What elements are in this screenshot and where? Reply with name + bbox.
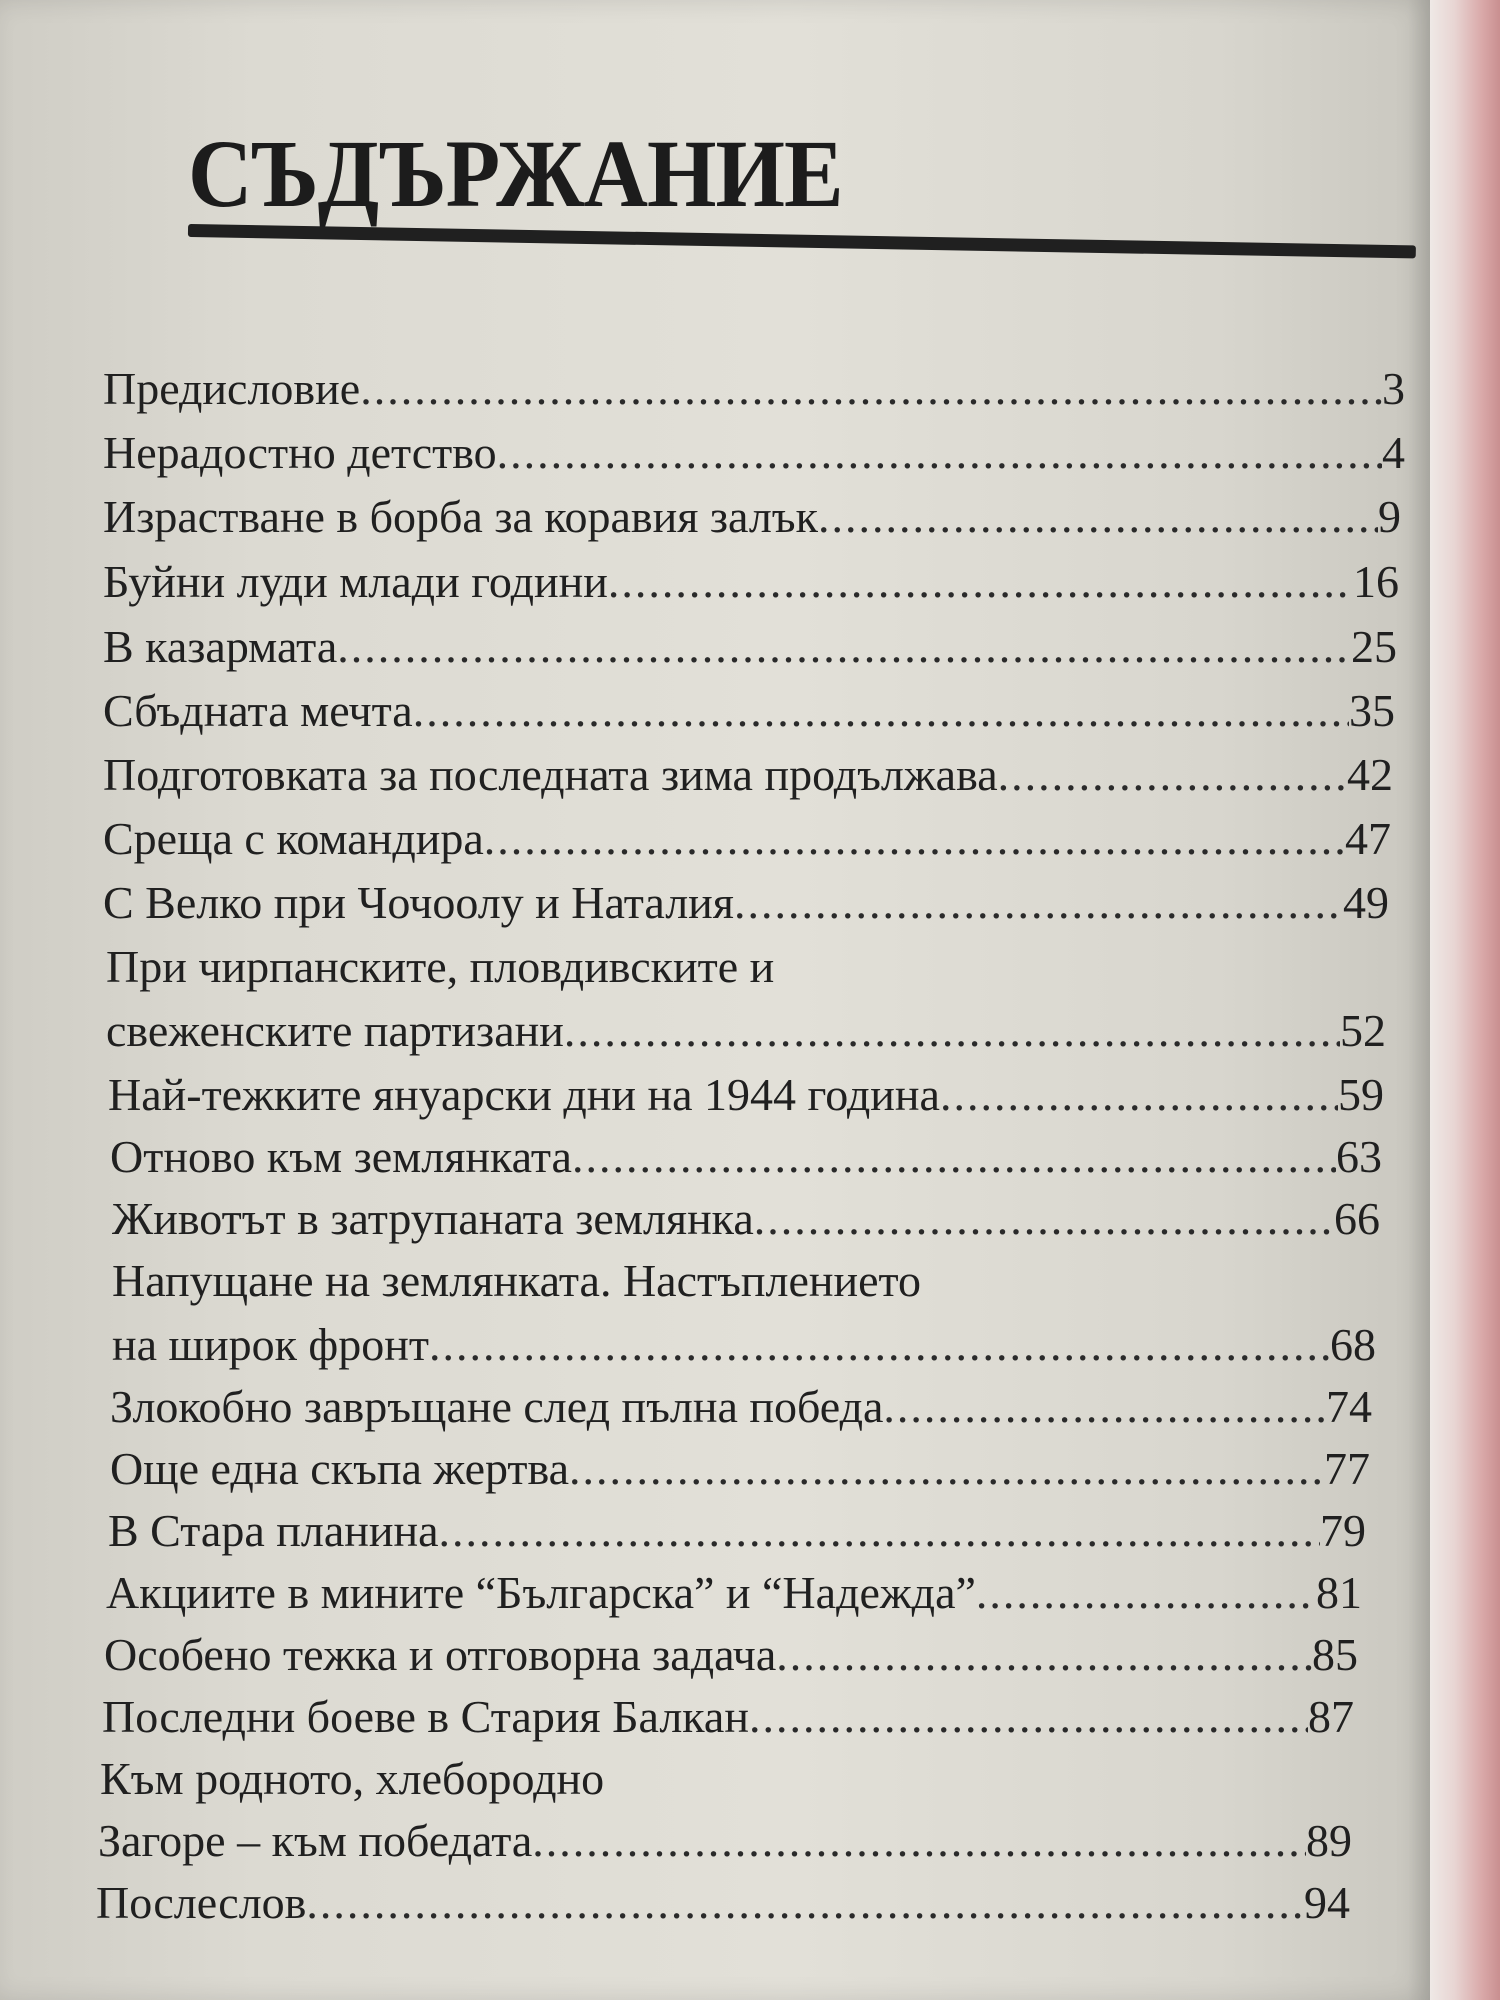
dot-leader <box>940 1068 1338 1121</box>
toc-entry-page: 68 <box>1330 1319 1376 1370</box>
toc-entry <box>103 748 1393 801</box>
toc-entry-page: 47 <box>1345 813 1391 864</box>
toc-entry-page: 3 <box>1382 363 1405 414</box>
toc-entry-title: С Велко при Чочоолу и Наталия <box>103 877 734 928</box>
dot-leader <box>564 1004 1340 1057</box>
toc-entry-title: Буйни луди млади години <box>103 556 608 607</box>
toc-entry-title: Предисловие <box>103 363 361 414</box>
toc-entry-title: свеженските партизани <box>106 1005 564 1056</box>
toc-entry <box>103 812 1391 865</box>
toc-entry-title: Подготовката за последната зима продължава <box>103 749 998 800</box>
toc-entry-page: 79 <box>1320 1505 1366 1556</box>
toc-entry-title: Сбъдната мечта <box>103 685 413 736</box>
toc-entry <box>103 490 1401 543</box>
toc-entry-title-line1: Напущане на землянката. Настъплението <box>112 1255 922 1306</box>
toc-entry-title: В казармата <box>103 621 338 672</box>
toc-entry <box>104 1628 1358 1681</box>
toc-entry <box>106 1004 1386 1057</box>
toc-entry <box>103 555 1399 608</box>
toc-entry-title: Злокобно завръщане след пълна победа <box>110 1381 884 1432</box>
dot-leader <box>532 1814 1306 1867</box>
toc-entry-title: Послеслов <box>96 1877 307 1928</box>
dot-leader <box>749 1690 1308 1743</box>
toc-entry-page: 52 <box>1340 1005 1386 1056</box>
toc-entry-title: Среща с командира <box>103 813 484 864</box>
toc-entry <box>106 1566 1362 1619</box>
toc-entry <box>108 1068 1384 1121</box>
toc-entry-title: Нерадостно детство <box>103 427 497 478</box>
dot-leader <box>818 490 1378 543</box>
toc-entry <box>103 684 1395 737</box>
toc-entry-title: Акциите в мините “Българска” и “Надежда” <box>106 1567 976 1618</box>
dot-leader <box>439 1504 1320 1557</box>
toc-entry-title: Особено тежка и отговорна задача <box>104 1629 777 1680</box>
toc-entry-title: Отново към землянката <box>110 1131 572 1182</box>
dot-leader <box>734 876 1343 929</box>
toc-entry-page: 89 <box>1306 1815 1352 1866</box>
dot-leader <box>337 620 1351 673</box>
toc-entry-page: 94 <box>1304 1877 1350 1928</box>
toc-entry-page: 85 <box>1312 1629 1358 1680</box>
toc-entry-title: Животът в затрупаната землянка <box>112 1193 754 1244</box>
toc-entry-title: Израстване в борба за коравия залък <box>103 491 818 542</box>
contents-heading: СЪДЪРЖАНИЕ <box>188 120 843 227</box>
toc-entry-title: Още една скъпа жертва <box>110 1443 570 1494</box>
dot-leader <box>484 812 1345 865</box>
toc-entry-page: 4 <box>1382 427 1405 478</box>
dot-leader <box>497 426 1382 479</box>
next-page-edge <box>1430 0 1500 2000</box>
toc-entry-page: 59 <box>1338 1069 1384 1120</box>
toc-entry-title: Последни боеве в Стария Балкан <box>102 1691 749 1742</box>
toc-entry <box>103 620 1397 673</box>
dot-leader <box>572 1130 1336 1183</box>
dot-leader <box>976 1566 1316 1619</box>
toc-entry-page: 74 <box>1326 1381 1372 1432</box>
dot-leader <box>754 1192 1334 1245</box>
toc-entry-title-line1: При чирпанските, пловдивските и <box>106 941 775 992</box>
toc-entry <box>103 362 1405 415</box>
toc-entry-page: 9 <box>1378 491 1401 542</box>
toc-entry-title: Най-тежките януарски дни на 1944 година <box>108 1069 940 1120</box>
toc-entry <box>110 1380 1372 1433</box>
dot-leader <box>569 1442 1324 1495</box>
toc-entry-page: 66 <box>1334 1193 1380 1244</box>
toc-entry <box>98 1814 1352 1867</box>
toc-entry-title: В Стара планина <box>108 1505 439 1556</box>
toc-entry <box>110 1442 1370 1495</box>
toc-entry-title: на широк фронт <box>112 1319 429 1370</box>
dot-leader <box>608 555 1353 608</box>
dot-leader <box>776 1628 1312 1681</box>
toc-entry <box>96 1876 1350 1929</box>
toc-entry <box>103 426 1405 479</box>
toc-entry <box>103 876 1389 929</box>
dot-leader <box>360 362 1382 415</box>
dot-leader <box>883 1380 1326 1433</box>
toc-entry-page: 87 <box>1308 1691 1354 1742</box>
toc-entry-page: 25 <box>1351 621 1397 672</box>
toc-entry-title: Загоре – към победата <box>98 1815 533 1866</box>
toc-entry-title-line1: Към родното, хлебородно <box>100 1753 605 1804</box>
toc-entry-page: 63 <box>1336 1131 1382 1182</box>
dot-leader <box>413 684 1349 737</box>
toc-entry <box>108 1504 1366 1557</box>
dot-leader <box>306 1876 1304 1929</box>
dot-leader <box>998 748 1347 801</box>
toc-entry-page: 77 <box>1324 1443 1370 1494</box>
toc-entry-page: 81 <box>1316 1567 1362 1618</box>
toc-entry-page: 16 <box>1353 556 1399 607</box>
toc-entry <box>112 1192 1380 1245</box>
toc-entry <box>110 1130 1382 1183</box>
toc-entry <box>102 1690 1354 1743</box>
toc-entry <box>112 1318 1376 1371</box>
toc-entry-page: 35 <box>1349 685 1395 736</box>
toc-entry-page: 42 <box>1347 749 1393 800</box>
dot-leader <box>429 1318 1330 1371</box>
toc-entry-page: 49 <box>1343 877 1389 928</box>
